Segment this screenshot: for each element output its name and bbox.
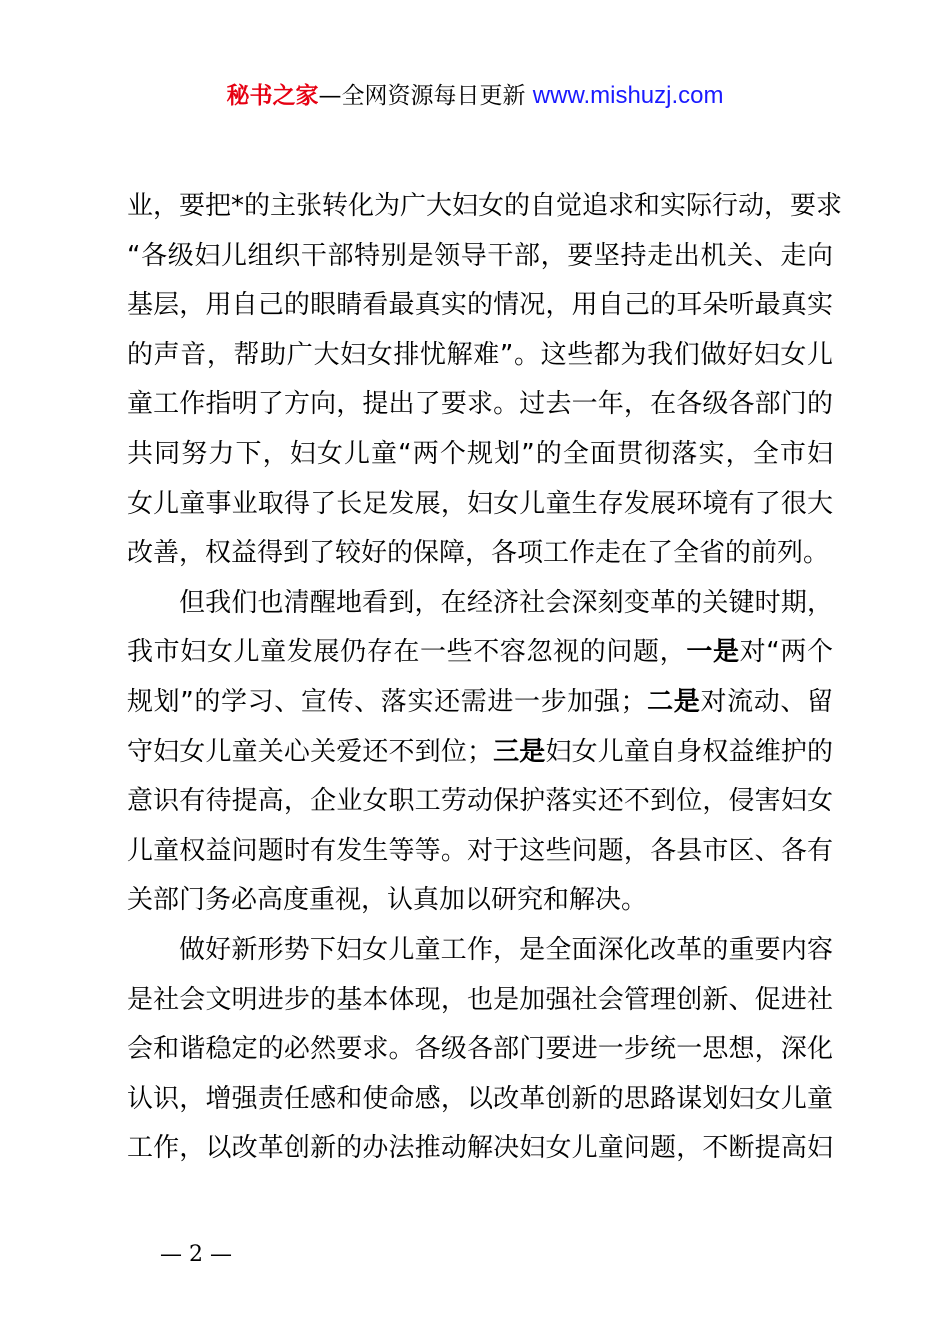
- text-run: 规划”的学习、宣传、落实还需进一步加强；: [127, 686, 647, 717]
- paragraph-line: 是社会文明进步的基本体现，也是加强社会管理创新、促进社: [127, 984, 833, 1015]
- paragraph-line: 认识，增强责任感和使命感，以改革创新的思路谋划妇女儿童: [127, 1083, 833, 1114]
- paragraph-line: 基层，用自己的眼睛看最真实的情况，用自己的耳朵听最真实: [127, 290, 833, 321]
- paragraph-line: 做好新形势下妇女儿童工作，是全面深化改革的重要内容: [179, 934, 833, 965]
- paragraph-line: 业，要把*的主张转化为广大妇女的自觉追求和实际行动，要求: [127, 191, 843, 221]
- paragraph-line: 意识有待提高，企业女职工劳动保护落实还不到位，侵害妇女: [127, 786, 833, 817]
- brand-name: 秘书之家: [226, 83, 319, 109]
- paragraph-line: 关部门务必高度重视，认真加以研究和解决。: [127, 885, 648, 916]
- site-url-link[interactable]: www.mishuzj.com: [532, 82, 724, 109]
- document-body: [127, 182, 843, 1174]
- text-run: 妇女儿童自身权益维护的: [545, 736, 833, 767]
- header-tagline: —全网资源每日更新: [318, 83, 526, 109]
- paragraph-line: [127, 628, 833, 678]
- paragraph-line: 共同努力下，妇女儿童“两个规划”的全面贯彻落实，全市妇: [127, 438, 833, 469]
- emphasis-label: 二是: [646, 686, 701, 717]
- emphasis-label: 三是: [492, 736, 546, 767]
- text-run: 守妇女儿童关心关爱还不到位；: [127, 736, 493, 767]
- paragraph-line: 改善，权益得到了较好的保障，各项工作走在了全省的前列。: [127, 538, 830, 569]
- paragraph-line: 会和谐稳定的必然要求。各级各部门要进一步统一思想，深化: [127, 1034, 833, 1065]
- text-run: 对“两个: [739, 637, 833, 668]
- paragraph-line: 的声音，帮助广大妇女排忧解难”。这些都为我们做好妇女儿: [127, 339, 833, 370]
- emphasis-label: 一是: [686, 637, 740, 668]
- text-run: 我市妇女儿童发展仍存在一些不容忽视的问题，: [127, 637, 687, 668]
- page-number: — 2 —: [160, 1242, 232, 1267]
- paragraph-line: [127, 728, 833, 778]
- paragraph-line: 女儿童事业取得了长足发展，妇女儿童生存发展环境有了很大: [127, 488, 833, 519]
- text-run: 对流动、留: [700, 686, 833, 717]
- paragraph-line: 工作，以改革创新的办法推动解决妇女儿童问题，不断提高妇: [127, 1133, 833, 1164]
- site-header: [0, 78, 950, 114]
- paragraph-line: “各级妇儿组织干部特别是领导干部，要坚持走出机关、走向: [127, 240, 833, 271]
- paragraph-line: 童工作指明了方向，提出了要求。过去一年，在各级各部门的: [127, 389, 833, 420]
- paragraph-line: 儿童权益问题时有发生等等。对于这些问题，各县市区、各有: [127, 835, 833, 866]
- paragraph-line: [127, 678, 833, 728]
- paragraph-line: 但我们也清醒地看到，在经济社会深刻变革的关键时期，: [179, 587, 833, 618]
